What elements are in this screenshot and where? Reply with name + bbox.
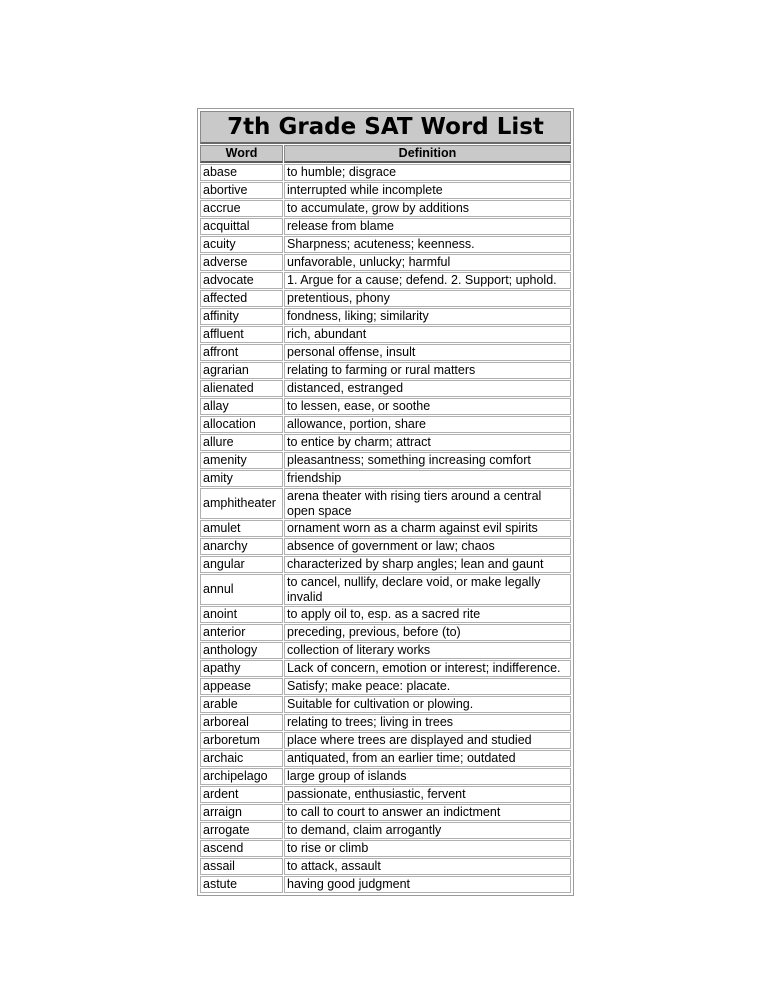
word-cell: astute xyxy=(200,876,283,893)
word-cell: acquittal xyxy=(200,218,283,235)
word-cell: amity xyxy=(200,470,283,487)
definition-cell: Sharpness; acuteness; keenness. xyxy=(284,236,571,253)
table-row xyxy=(200,362,571,379)
word-cell: allay xyxy=(200,398,283,415)
word-cell: apathy xyxy=(200,660,283,677)
definition-cell: interrupted while incomplete xyxy=(284,182,571,199)
word-cell: abortive xyxy=(200,182,283,199)
definition-cell: friendship xyxy=(284,470,571,487)
table-row xyxy=(200,606,571,623)
table-row xyxy=(200,750,571,767)
word-cell: abase xyxy=(200,164,283,181)
table-row xyxy=(200,840,571,857)
table-row xyxy=(200,452,571,469)
table-row xyxy=(200,380,571,397)
table-row xyxy=(200,200,571,217)
definition-cell: to apply oil to, esp. as a sacred rite xyxy=(284,606,571,623)
definition-cell: place where trees are displayed and studied xyxy=(284,732,571,749)
table-row xyxy=(200,182,571,199)
table-row xyxy=(200,218,571,235)
definition-cell: to lessen, ease, or soothe xyxy=(284,398,571,415)
definition-cell: to rise or climb xyxy=(284,840,571,857)
definition-cell: fondness, liking; similarity xyxy=(284,308,571,325)
word-cell: adverse xyxy=(200,254,283,271)
definition-cell: to entice by charm; attract xyxy=(284,434,571,451)
word-cell: angular xyxy=(200,556,283,573)
word-cell: amulet xyxy=(200,520,283,537)
definition-cell: absence of government or law; chaos xyxy=(284,538,571,555)
table-row xyxy=(200,272,571,289)
title-row xyxy=(200,111,571,144)
table-row xyxy=(200,696,571,713)
column-header-word: Word xyxy=(200,145,283,163)
word-cell: anoint xyxy=(200,606,283,623)
word-cell: allure xyxy=(200,434,283,451)
word-cell: annul xyxy=(200,574,283,605)
table-row xyxy=(200,556,571,573)
definition-cell: antiquated, from an earlier time; outdated xyxy=(284,750,571,767)
word-cell: arrogate xyxy=(200,822,283,839)
definition-cell: release from blame xyxy=(284,218,571,235)
definition-cell: allowance, portion, share xyxy=(284,416,571,433)
word-cell: appease xyxy=(200,678,283,695)
definition-cell: personal offense, insult xyxy=(284,344,571,361)
table-row xyxy=(200,398,571,415)
table-row xyxy=(200,574,571,605)
table-row xyxy=(200,660,571,677)
table-row xyxy=(200,434,571,451)
word-cell: accrue xyxy=(200,200,283,217)
table-row xyxy=(200,236,571,253)
table-row xyxy=(200,678,571,695)
word-cell: allocation xyxy=(200,416,283,433)
table-row xyxy=(200,768,571,785)
table-row xyxy=(200,858,571,875)
table-row xyxy=(200,786,571,803)
definition-cell: 1. Argue for a cause; defend. 2. Support; uphold. xyxy=(284,272,571,289)
header-row xyxy=(200,145,571,163)
table-row xyxy=(200,308,571,325)
word-cell: amphitheater xyxy=(200,488,283,519)
definition-cell: passionate, enthusiastic, fervent xyxy=(284,786,571,803)
definition-cell: Satisfy; make peace: placate. xyxy=(284,678,571,695)
word-cell: anterior xyxy=(200,624,283,641)
table-row xyxy=(200,470,571,487)
word-cell: anthology xyxy=(200,642,283,659)
word-cell: affinity xyxy=(200,308,283,325)
table-row xyxy=(200,416,571,433)
word-cell: archipelago xyxy=(200,768,283,785)
definition-cell: collection of literary works xyxy=(284,642,571,659)
definition-cell: to accumulate, grow by additions xyxy=(284,200,571,217)
definition-cell: to humble; disgrace xyxy=(284,164,571,181)
table-row xyxy=(200,520,571,537)
definition-cell: large group of islands xyxy=(284,768,571,785)
definition-cell: ornament worn as a charm against evil spirits xyxy=(284,520,571,537)
definition-cell: rich, abundant xyxy=(284,326,571,343)
table-row xyxy=(200,714,571,731)
word-cell: arraign xyxy=(200,804,283,821)
word-cell: agrarian xyxy=(200,362,283,379)
table-row xyxy=(200,290,571,307)
word-cell: ascend xyxy=(200,840,283,857)
word-cell: arboretum xyxy=(200,732,283,749)
table-row xyxy=(200,254,571,271)
word-cell: amenity xyxy=(200,452,283,469)
definition-cell: Lack of concern, emotion or interest; indifference. xyxy=(284,660,571,677)
table-row xyxy=(200,326,571,343)
table-row xyxy=(200,642,571,659)
word-cell: acuity xyxy=(200,236,283,253)
table-row xyxy=(200,822,571,839)
page-title: 7th Grade SAT Word List xyxy=(200,111,571,144)
definition-cell: to attack, assault xyxy=(284,858,571,875)
word-cell: alienated xyxy=(200,380,283,397)
definition-cell: preceding, previous, before (to) xyxy=(284,624,571,641)
definition-cell: Suitable for cultivation or plowing. xyxy=(284,696,571,713)
word-cell: archaic xyxy=(200,750,283,767)
table-row xyxy=(200,538,571,555)
table-row xyxy=(200,624,571,641)
table-row xyxy=(200,876,571,893)
table-row xyxy=(200,488,571,519)
table-row xyxy=(200,164,571,181)
word-cell: affluent xyxy=(200,326,283,343)
definition-cell: characterized by sharp angles; lean and gaunt xyxy=(284,556,571,573)
word-cell: arboreal xyxy=(200,714,283,731)
word-cell: ardent xyxy=(200,786,283,803)
word-cell: arable xyxy=(200,696,283,713)
word-cell: anarchy xyxy=(200,538,283,555)
definition-cell: pretentious, phony xyxy=(284,290,571,307)
definition-cell: distanced, estranged xyxy=(284,380,571,397)
definition-cell: pleasantness; something increasing comfort xyxy=(284,452,571,469)
definition-cell: arena theater with rising tiers around a central open space xyxy=(284,488,571,519)
table-row xyxy=(200,732,571,749)
definition-cell: relating to trees; living in trees xyxy=(284,714,571,731)
table-row xyxy=(200,344,571,361)
word-cell: affront xyxy=(200,344,283,361)
word-list-sheet xyxy=(197,108,574,896)
word-list-body xyxy=(200,164,571,893)
word-cell: advocate xyxy=(200,272,283,289)
word-list-table xyxy=(199,110,572,894)
definition-cell: unfavorable, unlucky; harmful xyxy=(284,254,571,271)
definition-cell: to demand, claim arrogantly xyxy=(284,822,571,839)
definition-cell: having good judgment xyxy=(284,876,571,893)
column-header-definition: Definition xyxy=(284,145,571,163)
definition-cell: to cancel, nullify, declare void, or make legally invalid xyxy=(284,574,571,605)
definition-cell: relating to farming or rural matters xyxy=(284,362,571,379)
word-cell: assail xyxy=(200,858,283,875)
word-cell: affected xyxy=(200,290,283,307)
table-row xyxy=(200,804,571,821)
definition-cell: to call to court to answer an indictment xyxy=(284,804,571,821)
